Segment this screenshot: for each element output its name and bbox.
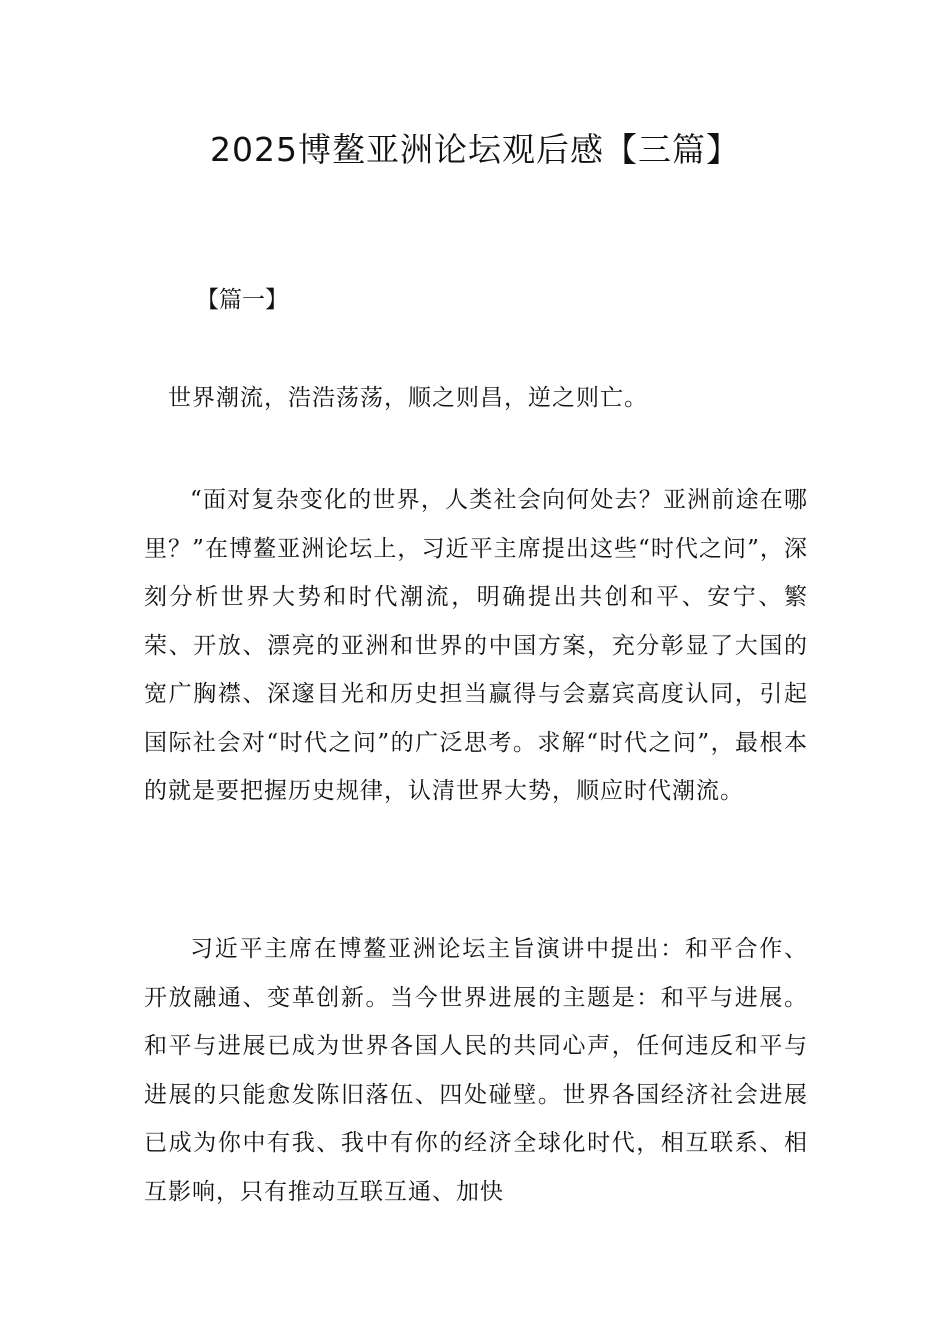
section-heading: 【篇一】 [196, 287, 288, 313]
document-title: 2025博鳌亚洲论坛观后感【三篇】 [210, 130, 740, 169]
paragraph-3: 习近平主席在博鳌亚洲论坛主旨演讲中提出：和平合作、开放融通、变革创新。当今世界进展的主题是：和平与进展。和平与进展已成为世界各国人民的共同心声，任何违反和平与进展的只能愈发陈旧落伍、四处碰壁。世界各国经济社会进展已成为你中有我、我中有你的经济全球化时代，相互联系、相互影响，只有推动互联互通、加快 [144, 936, 808, 1205]
paragraph-1: 世界潮流，浩浩荡荡，顺之则昌，逆之则亡。 [168, 385, 648, 411]
paragraph-2: “面对复杂变化的世界，人类社会向何处去？亚洲前途在哪里？”在博鳌亚洲论坛上，习近平主席提出这些“时代之问”，深刻分析世界大势和时代潮流，明确提出共创和平、安宁、繁荣、开放、漂亮的亚洲和世界的中国方案，充分彰显了大国的宽广胸襟、深邃目光和历史担当赢得与会嘉宾高度认同，引起国际社会对“时代之问”的广泛思考。求解“时代之问”，最根本的就是要把握历史规律，认清世界大势，顺应时代潮流。 [144, 487, 808, 804]
